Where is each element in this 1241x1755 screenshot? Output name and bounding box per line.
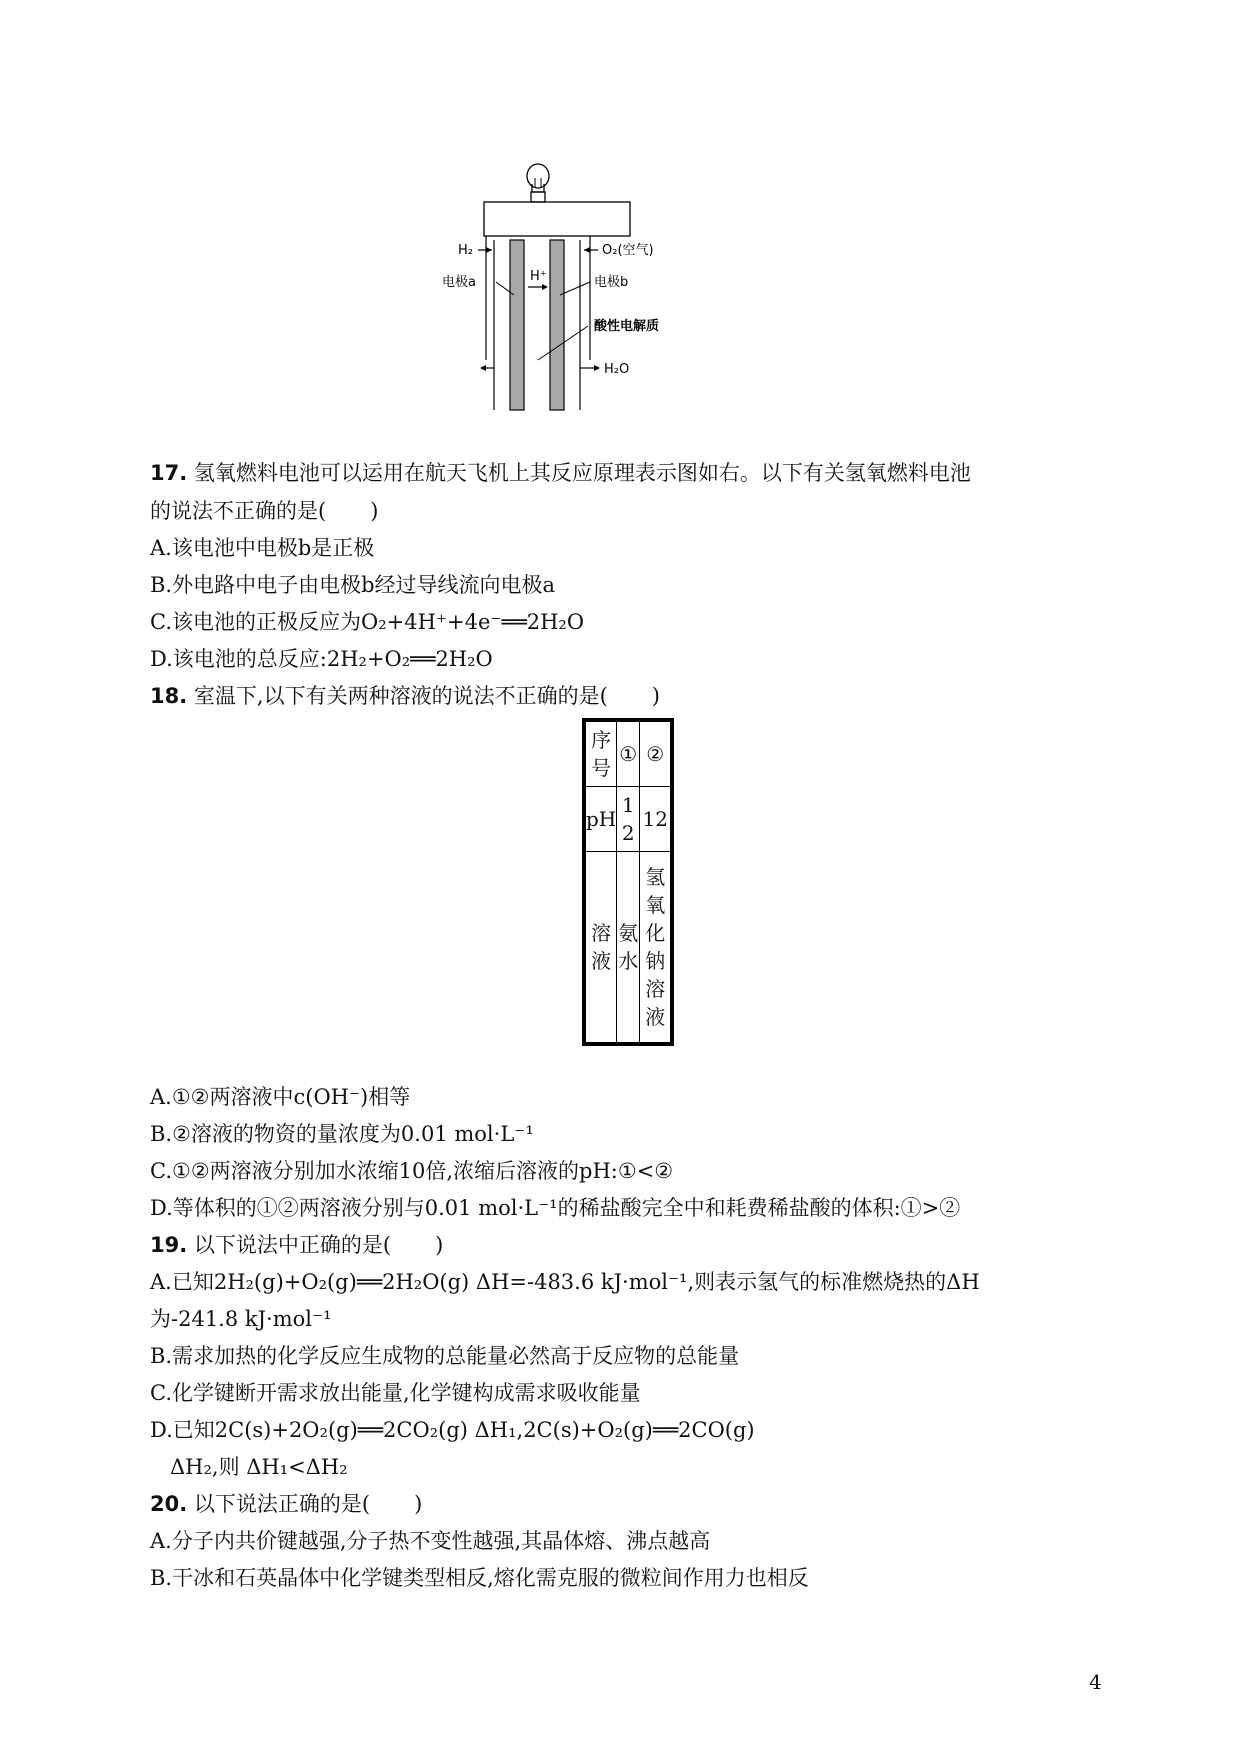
q20-option-a: A.分子内共价键越强,分子热不变性越强,其晶体熔、沸点越高 (150, 1529, 711, 1553)
electrode-b-label: 电极b (594, 275, 629, 290)
table-header-2: ② (646, 742, 665, 766)
q18-option-c: C.①②两溶液分别加水浓缩10倍,浓缩后溶液的pH:①<② (150, 1159, 674, 1183)
q19-close: ) (435, 1233, 444, 1257)
q20-line (150, 1489, 422, 1519)
q18-option-a: A.①②两溶液中c(OH⁻)相等 (150, 1085, 411, 1109)
load-box (484, 202, 630, 236)
fuel-cell-diagram (442, 170, 768, 430)
h2-label: H₂ (458, 243, 473, 258)
table-row (584, 852, 672, 1045)
q19-number: 19. (150, 1233, 188, 1257)
table-row (584, 720, 672, 787)
table-solution-2: 氢氧化钠溶液 (645, 865, 666, 1029)
table-solution-1: 氨水 (618, 921, 639, 973)
q17-line1 (150, 458, 971, 488)
h2o-label: H₂O (604, 362, 630, 377)
table-solution-label: 溶液 (591, 921, 612, 973)
q17-text2: 的说法不正确的是( (150, 499, 327, 523)
table-ph-2: 12 (642, 807, 668, 831)
q17-option-a: A.该电池中电极b是正极 (150, 536, 375, 560)
table-header-seq: 序号 (591, 728, 612, 780)
q18-number: 18. (150, 684, 188, 708)
q19-option-a: A.已知2H₂(g)+O₂(g)══2H₂O(g) ΔH=-483.6 kJ·mol⁻¹,则表示氢气的标准燃烧热的ΔH (150, 1270, 980, 1294)
electrode-a-label: 电极a (442, 275, 476, 290)
q18-option-b: B.②溶液的物资的量浓度为0.01 mol·L⁻¹ (150, 1122, 534, 1146)
o2-label: O₂(空气) (602, 243, 654, 258)
q18-line (150, 681, 660, 711)
q17-close: ) (370, 499, 379, 523)
q17-option-d: D.该电池的总反应:2H₂+O₂══2H₂O (150, 647, 493, 671)
solution-table (582, 718, 674, 1046)
q19-option-a-cont: 为-241.8 kJ·mol⁻¹ (150, 1307, 332, 1331)
q17-line2 (150, 496, 378, 526)
q18-text: 室温下,以下有关两种溶液的说法不正确的是( (193, 684, 608, 708)
q19-option-d: D.已知2C(s)+2O₂(g)══2CO₂(g) ΔH₁,2C(s)+O₂(g)══2CO(g) (150, 1418, 755, 1442)
q17-text1: 氢氧燃料电池可以运用在航天飞机上其反应原理表示图如右。以下有关氢氧燃料电池 (193, 461, 971, 485)
q20-text: 以下说法正确的是( (193, 1492, 371, 1516)
q19-line (150, 1230, 443, 1260)
table-ph-1: 12 (621, 793, 635, 845)
electrode-b-plate (550, 240, 564, 410)
table-row (584, 787, 672, 852)
q19-option-d-cont: ΔH₂,则 ΔH₁<ΔH₂ (170, 1455, 348, 1479)
q17-option-c: C.该电池的正极反应为O₂+4H⁺+4e⁻══2H₂O (150, 610, 585, 634)
q17-option-b: B.外电路中电子由电极b经过导线流向电极a (150, 573, 556, 597)
q19-text: 以下说法中正确的是( (193, 1233, 392, 1257)
electrode-a-plate (510, 240, 524, 410)
light-bulb-icon (527, 164, 549, 202)
electrolyte-label: 酸性电解质 (594, 319, 660, 334)
q18-close: ) (651, 684, 660, 708)
q18-option-d: D.等体积的①②两溶液分别与0.01 mol·L⁻¹的稀盐酸完全中和耗费稀盐酸的体积:①>② (150, 1196, 961, 1220)
q19-option-c: C.化学键断开需求放出能量,化学键构成需求吸收能量 (150, 1381, 641, 1405)
q20-number: 20. (150, 1492, 188, 1516)
page-number: 4 (1089, 1670, 1102, 1694)
h-plus-label: H⁺ (530, 269, 547, 284)
table-header-1: ① (619, 742, 638, 766)
q17-number: 17. (150, 461, 188, 485)
q20-option-b: B.干冰和石英晶体中化学键类型相反,熔化需克服的微粒间作用力也相反 (150, 1566, 809, 1590)
q20-close: ) (414, 1492, 423, 1516)
table-ph-label: pH (586, 807, 617, 831)
q19-option-b: B.需求加热的化学反应生成物的总能量必然高于反应物的总能量 (150, 1344, 740, 1368)
